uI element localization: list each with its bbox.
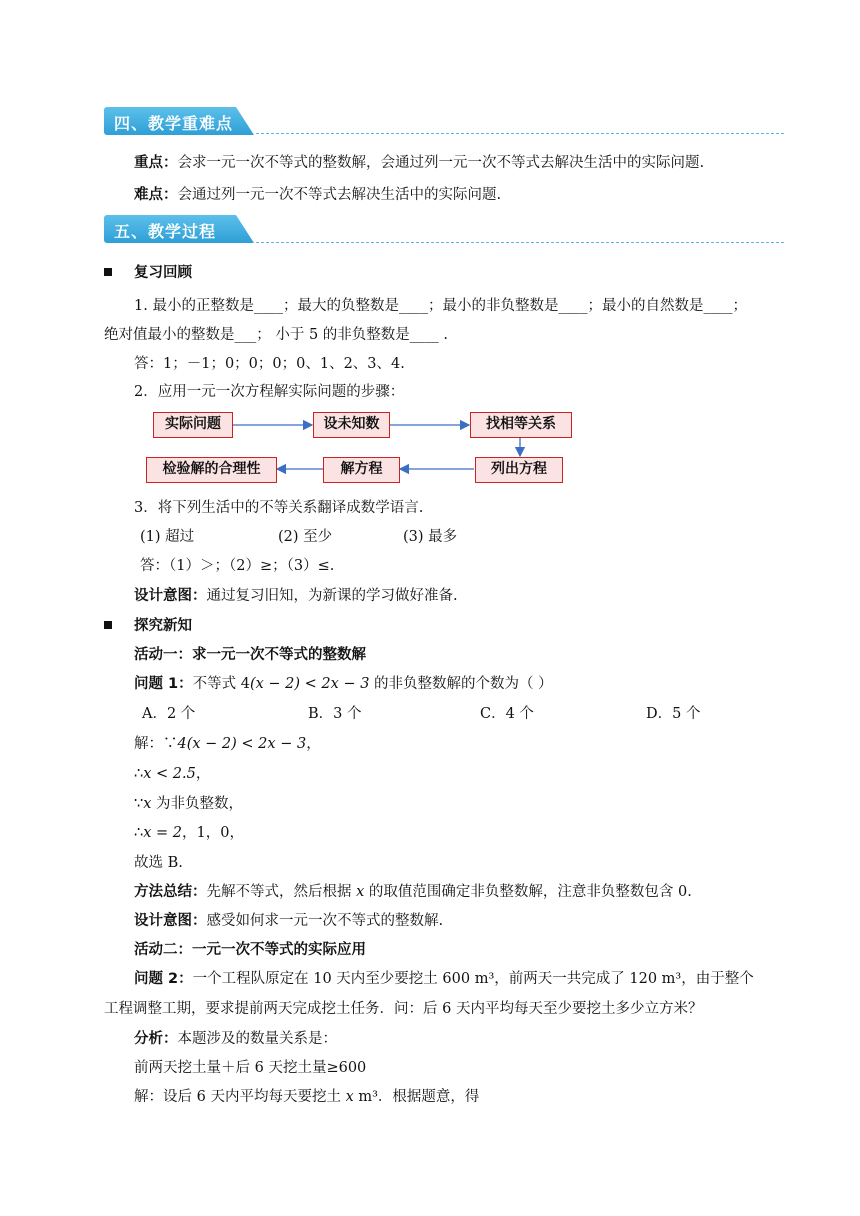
solution-step-3 [134,794,243,814]
bullet-square-icon [104,621,112,629]
explore-design-intent [134,911,443,931]
design-intent-label: 设计意图： [134,588,207,604]
problem-1-post: 的非负整数解的个数为（ ） [369,676,553,692]
step-prefix: 解：∵ [134,736,178,752]
problem-2-line1 [134,969,754,989]
analysis-text: 本题涉及的数量关系是： [177,1031,337,1047]
problem-1-pre: 不等式 4 [192,676,250,692]
explore-heading [134,616,192,636]
step-suffix: ，1，0， [182,825,244,841]
review-q3: 3．将下列生活中的不等关系翻译成数学语言. [134,500,424,516]
solution-step-1 [134,734,321,754]
step-suffix: ， [306,736,321,752]
key-point-text: 会求一元一次不等式的整数解，会通过列一元一次不等式去解决生活中的实际问题. [177,155,705,171]
section-title: 五、教学过程 [114,222,217,241]
activity-1-title-text: 活动一：求一元一次不等式的整数解 [134,647,366,663]
option-d: D．5 个 [646,706,701,722]
difficult-point-label: 难点： [134,187,178,203]
solution-var: x [345,1089,354,1105]
method-summary-label: 方法总结： [134,884,207,900]
design-intent-text: 通过复习旧知，为新课的学习做好准备. [206,588,458,604]
solution-step-5: 故选 B. [134,855,183,871]
design-intent-text: 感受如何求一元一次不等式的整数解. [206,913,444,929]
problem-1-expr: (x − 2) < 2x − 3 [249,676,370,692]
problem-1-label: 问题 1： [134,676,193,692]
step-suffix: ， [195,766,211,782]
activity-2-title [134,940,366,960]
review-q3-option-1: (1) 超过 [140,529,195,545]
method-summary [134,882,692,902]
review-q3-option-2: (2) 至少 [278,529,333,545]
activity-2-title-text: 活动二：一元一次不等式的实际应用 [134,942,366,958]
review-q3-option-3: (3) 最多 [403,529,458,545]
analysis [134,1029,337,1049]
step-prefix: ∵ [134,796,144,812]
quantity-relation: 前两天挖土量＋后 6 天挖土量≥600 [134,1060,367,1076]
review-q1-line2: 绝对值最小的整数是___； 小于 5 的非负整数是____ . [104,327,449,343]
flow-box-set-unknown: 设未知数 [313,412,390,438]
flow-box-check-solution: 检验解的合理性 [146,457,277,483]
problem-1 [134,674,553,694]
solution-step-4 [134,823,244,843]
step-expr: x < 2.5 [143,766,196,782]
method-summary-text: 的取值范围确定非负整数解，注意非负整数包含 0. [364,884,692,900]
solution-text: m³．根据题意，得 [353,1089,480,1105]
key-point-label: 重点： [134,155,178,171]
method-summary-var: x [356,884,365,900]
problem-2-solution [134,1087,479,1107]
problem-2-text: 一个工程队原定在 10 天内至少要挖土 600 m³，前两天一共完成了 120 m³，由于整个 [192,971,754,987]
step-expr: x [143,796,152,812]
option-b: B．3 个 [308,706,362,722]
explore-heading-text: 探究新知 [134,618,192,634]
option-a: A．2 个 [142,706,196,722]
solution-text: 解：设后 6 天内平均每天要挖土 [134,1089,346,1105]
review-design-intent [134,586,458,606]
problem-2-label: 问题 2： [134,971,193,987]
flow-box-actual-problem: 实际问题 [153,412,233,438]
activity-1-title [134,645,366,665]
flow-box-find-equal-relation: 找相等关系 [470,412,572,438]
review-a1: 答：1；－1；0；0；0；0、1、2、3、4. [134,356,405,372]
step-prefix: ∴ [134,766,144,782]
analysis-label: 分析： [134,1031,178,1047]
step-expr: 4(x − 2) < 2x − 3 [177,736,307,752]
method-summary-text: 先解不等式，然后根据 [206,884,357,900]
review-q1-line1: 1. 最小的正整数是____；最大的负整数是____；最小的非负整数是____；最小的自然数是____； [134,298,747,314]
review-q2: 2．应用一元一次方程解实际问题的步骤： [134,384,405,400]
review-a3: 答：（1）＞；（2）≥；（3）≤. [140,558,335,574]
design-intent-label: 设计意图： [134,913,207,929]
step-prefix: ∴ [134,825,144,841]
problem-2-line2: 工程调整工期，要求提前两天完成挖土任务．问：后 6 天内平均每天至少要挖土多少立方米？ [104,1001,703,1017]
flow-box-write-equation: 列出方程 [475,457,563,483]
difficult-point-text: 会通过列一元一次不等式去解决生活中的实际问题. [177,187,502,203]
flow-box-solve-equation: 解方程 [323,457,400,483]
step-suffix: 为非负整数， [151,796,244,812]
step-expr: x = 2 [143,825,183,841]
section-title: 四、教学重难点 [114,114,234,133]
solution-step-2 [134,764,210,784]
option-c: C．4 个 [480,706,534,722]
review-heading-text: 复习回顾 [134,265,192,281]
